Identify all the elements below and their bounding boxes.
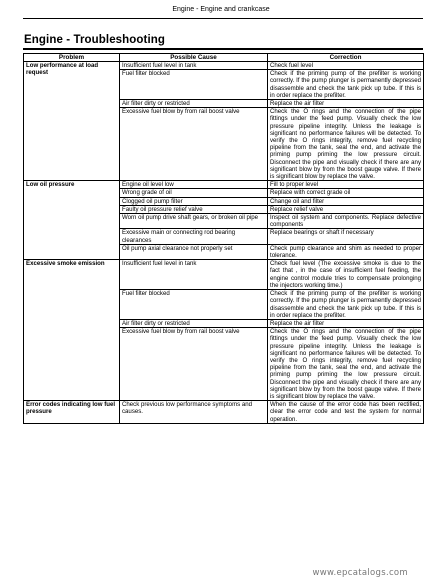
problem-cell: Excessive smoke emission bbox=[24, 260, 120, 401]
table-row bbox=[24, 181, 424, 189]
header-correction: Correction bbox=[268, 54, 424, 62]
correction-cell: Check the O rings and the connection of the pipe fittings under the feed pump. Visually check the low pressure pipeline integrity. Unless the leakage is significant no performance failures will be detected. To verify the O rings integrity, remove fuel recycling pipeline from the tank, seal the end, and activate the priming pump priming the low pressure circuit. Disconnect the pipe and visually check if there are any significant blow by from the boost gauge valve. If there is significant blow by replace the valve. bbox=[268, 108, 424, 181]
cause-cell: Insufficient fuel level in tank bbox=[120, 62, 268, 70]
table-row bbox=[24, 401, 424, 424]
correction-cell: Check pump clearance and shim as needed to proper tolerance. bbox=[268, 244, 424, 259]
title-rule bbox=[23, 48, 423, 50]
cause-cell: Insufficient fuel level in tank bbox=[120, 260, 268, 290]
troubleshooting-table bbox=[23, 53, 424, 424]
cause-cell: Excessive fuel blow by from rail boost valve bbox=[120, 108, 268, 181]
cause-cell: Fuel filter blocked bbox=[120, 290, 268, 320]
correction-cell: Replace the air filter bbox=[268, 319, 424, 327]
table-body bbox=[24, 62, 424, 424]
problem-cell: Low performance at load request bbox=[24, 62, 120, 181]
problem-cell: Low oil pressure bbox=[24, 181, 120, 260]
correction-cell: Check if the priming pump of the prefilter is working correctly. If the pump plunger is permanently depressed disassemble and check the tank pick up tube. If this is in order replace the prefilter. bbox=[268, 290, 424, 320]
cause-cell: Faulty oil pressure relief valve bbox=[120, 205, 268, 213]
cause-cell: Clogged oil pump filter bbox=[120, 197, 268, 205]
correction-cell: Check fuel level (The excessive smoke is due to the fact that , in the case of insufficient fuel feeding, the engine control module tries to compensate prolonging the injectors working time.) bbox=[268, 260, 424, 290]
cause-cell: Oil pump axial clearance not properly set bbox=[120, 244, 268, 259]
header-problem: Problem bbox=[24, 54, 120, 62]
correction-cell: When the cause of the error code has been rectified, clear the error code and test the system for normal operation. bbox=[268, 401, 424, 424]
correction-cell: Replace with correct grade oil bbox=[268, 189, 424, 197]
problem-cell: Error codes indicating low fuel pressure bbox=[24, 401, 120, 424]
cause-cell: Engine oil level low bbox=[120, 181, 268, 189]
cause-cell: Excessive main or connecting rod bearing clearances bbox=[120, 229, 268, 244]
running-header: Engine - Engine and crankcase bbox=[172, 6, 270, 13]
correction-cell: Replace bearings or shaft if necessary bbox=[268, 229, 424, 244]
cause-cell: Check previous low performance symptoms and causes. bbox=[120, 401, 268, 424]
correction-cell: Change oil and filter bbox=[268, 197, 424, 205]
table-row bbox=[24, 62, 424, 70]
cause-cell: Air filter dirty or restricted bbox=[120, 100, 268, 108]
table-header-row bbox=[24, 54, 424, 62]
correction-cell: Check the O rings and the connection of the pipe fittings under the feed pump. Visually check the low pressure pipeline integrity. Unless the leakage is significant no performance failures will be detected. To verify the O rings integrity, remove fuel recycling pipeline from the tank, seal the end, and activate the priming pump priming the low pressure circuit. Disconnect the pipe and visually check if there are any significant blow by from the boost gauge valve. If there is significant blow by replace the valve. bbox=[268, 328, 424, 401]
correction-cell: Check fuel level bbox=[268, 62, 424, 70]
cause-cell: Worn oil pump drive shaft gears, or broken oil pipe bbox=[120, 214, 268, 229]
correction-cell: Inspect oil system and components. Replace defective components bbox=[268, 214, 424, 229]
table-row bbox=[24, 260, 424, 290]
correction-cell: Replace the air filter bbox=[268, 100, 424, 108]
cause-cell: Wrong grade of oil bbox=[120, 189, 268, 197]
cause-cell: Fuel filter blocked bbox=[120, 70, 268, 100]
cause-cell: Excessive fuel blow by from rail boost valve bbox=[120, 328, 268, 401]
header-possible-cause: Possible Cause bbox=[120, 54, 268, 62]
correction-cell: Replace relief valve bbox=[268, 205, 424, 213]
cause-cell: Air filter dirty or restricted bbox=[120, 319, 268, 327]
watermark: www.epcatalogs.com bbox=[312, 568, 408, 578]
header-rule bbox=[23, 18, 423, 19]
correction-cell: Check if the priming pump of the prefilter is working correctly. If the pump plunger is permanently depressed disassemble and check the tank pick up tube. If this is in order replace the prefilter. bbox=[268, 70, 424, 100]
correction-cell: Fill to proper level bbox=[268, 181, 424, 189]
section-title: Engine - Troubleshooting bbox=[24, 34, 166, 46]
